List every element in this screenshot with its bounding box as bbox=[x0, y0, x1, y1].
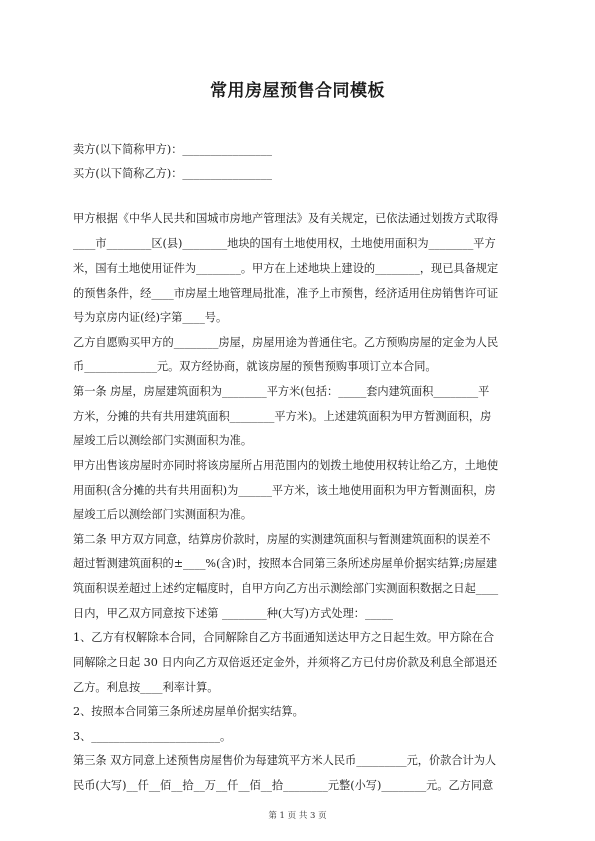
page-footer: 第 1 页 共 3 页 bbox=[268, 811, 327, 821]
text-line: 乙方自愿购买甲方的________房屋，房屋用途为普通住宅。乙方预购房屋的定金为人民 bbox=[73, 336, 499, 349]
text-line: 乙方。利息按____利率计算。 bbox=[73, 681, 219, 694]
document-title: 常用房屋预售合同模板 bbox=[210, 81, 385, 101]
text-line: 第一条 房屋，房屋建筑面积为________平方米(包括：_____套内建筑面积________平 bbox=[73, 385, 490, 398]
text-line: 日内，甲乙双方同意按下述第 ________种(大写)方式处理：_____ bbox=[73, 607, 393, 620]
text-line: 1、乙方有权解除本合同，合同解除自乙方书面通知送达甲方之日起生效。甲方除在合 bbox=[73, 631, 495, 644]
text-line: 卖方(以下简称甲方)：________________ bbox=[73, 143, 272, 156]
text-line: 2、按照本合同第三条所述房屋单价据实结算。 bbox=[73, 705, 304, 718]
text-line: 同解除之日起 30 日内向乙方双倍返还定金外，并须将乙方已付房价款及利息全部退还 bbox=[73, 656, 498, 669]
text-line: 甲方出售该房屋时亦同时将该房屋所占用范围内的划拨土地使用权转让给乙方，土地使 bbox=[73, 459, 499, 472]
text-line: 第二条 甲方双方同意，结算房价款时，房屋的实测建筑面积与暂测建筑面积的误差不 bbox=[73, 533, 491, 546]
text-line: 的预售条件，经____市房屋土地管理局批准，准予上市预售，经济适用住房销售许可证 bbox=[73, 287, 499, 300]
text-line: ____市________区(县)________地块的国有土地使用权，土地使用面积为________平方 bbox=[73, 237, 496, 250]
text-line: 用面积(含分摊的共有共用面积)为______平方米，该土地使用面积为甲方暂测面积，房 bbox=[73, 484, 496, 497]
text-line: 超过暂测建筑面积的±____%(含)时，按照本合同第三条所述房屋单价据实结算;房屋建 bbox=[73, 557, 498, 570]
text-line: 米，国有土地使用证件为________。甲方在上述地块上建设的________，现已具备规定 bbox=[73, 262, 499, 275]
text-line: 方米，分摊的共有共用建筑面积________平方米)。上述建筑面积为甲方暂测面积，房 bbox=[73, 410, 492, 423]
text-line: 第三条 双方同意上述预售房屋售价为每建筑平方米人民币_________元，价款合计为人 bbox=[73, 754, 497, 767]
text-line: 号为京房内证(经)字第____号。 bbox=[73, 311, 228, 324]
text-line: 筑面积误差超过上述约定幅度时，自甲方向乙方出示测绘部门实测面积数据之日起____ bbox=[73, 582, 499, 595]
text-line: 3、_______________________。 bbox=[73, 730, 232, 743]
text-line: 买方(以下简称乙方)：________________ bbox=[73, 167, 272, 180]
text-line: 民币(大写)__仟__佰__拾__万__仟__佰__拾________元整(小写)________元。乙方同意 bbox=[73, 779, 494, 792]
text-line: 甲方根据《中华人民共和国城市房地产管理法》及有关规定，已依法通过划拨方式取得 bbox=[73, 212, 499, 225]
text-line: 屋竣工后以测绘部门实测面积为准。 bbox=[73, 434, 253, 447]
text-line: 币_____________元。双方经协商，就该房屋的预售预购事项订立本合同。 bbox=[73, 360, 437, 373]
text-line: 屋竣工后以测绘部门实测面积为准。 bbox=[73, 508, 253, 521]
